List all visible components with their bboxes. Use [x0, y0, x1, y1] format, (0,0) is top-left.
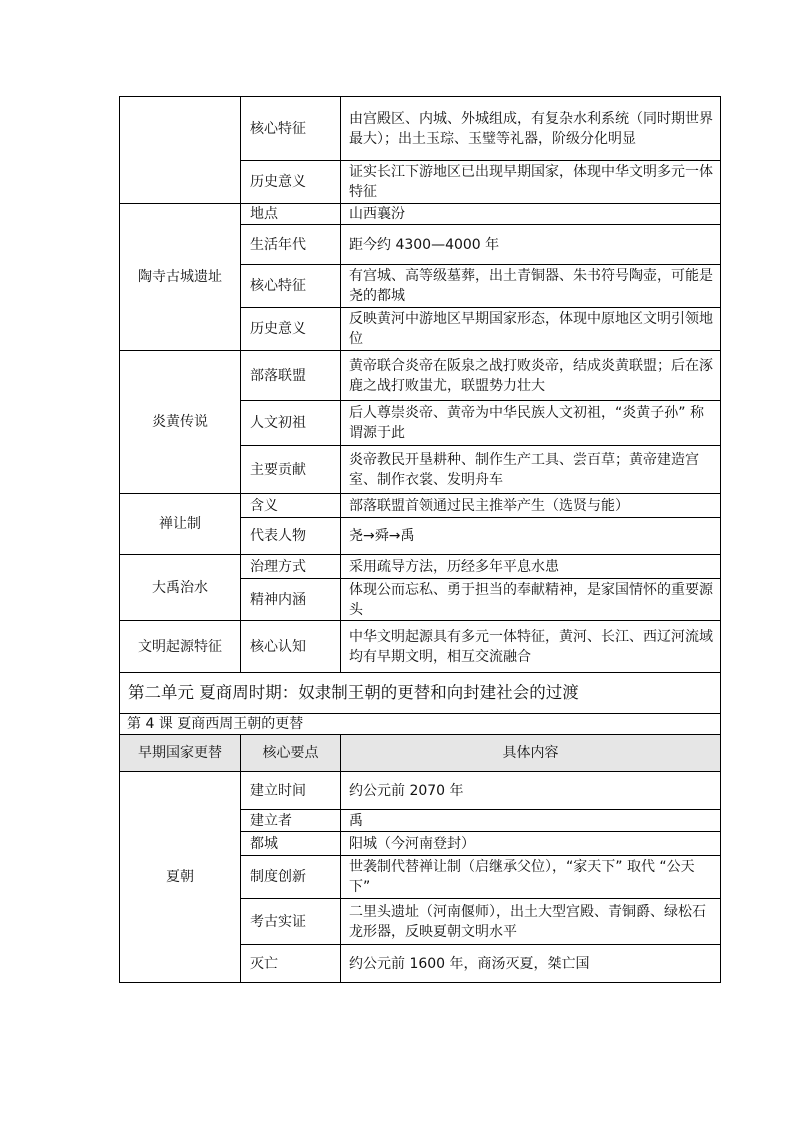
- key-point-cell: 核心特征: [241, 265, 341, 308]
- content-cell: 后人尊崇炎帝、黄帝为中华民族人文初祖，“炎黄子孙” 称谓源于此: [341, 401, 721, 446]
- key-point-cell: 制度创新: [241, 856, 341, 899]
- content-cell: 约公元前 2070 年: [341, 772, 721, 810]
- content-cell: 二里头遗址（河南偃师），出土大型宫殿、青铜爵、绿松石龙形器，反映夏朝文明水平: [341, 899, 721, 945]
- content-cell: 阳城（今河南登封）: [341, 832, 721, 856]
- lesson-heading-row: [120, 714, 721, 735]
- content-cell: 炎帝教民开垦耕种、制作生产工具、尝百草；黄帝建造宫室、制作衣裳、发明舟车: [341, 446, 721, 494]
- key-point-cell: 人文初祖: [241, 401, 341, 446]
- content-cell: 中华文明起源具有多元一体特征，黄河、长江、西辽河流域均有早期文明，相互交流融合: [341, 621, 721, 673]
- key-point-cell: 生活年代: [241, 225, 341, 265]
- category-cell: 炎黄传说: [120, 351, 241, 494]
- key-point-cell: 建立者: [241, 810, 341, 832]
- key-point-cell: 治理方式: [241, 555, 341, 579]
- content-cell: 有宫城、高等级墓葬，出土青铜器、朱书符号陶壶，可能是尧的都城: [341, 265, 721, 308]
- column-header: 早期国家更替: [120, 735, 241, 772]
- content-cell: 尧→舜→禹: [341, 518, 721, 555]
- key-point-cell: 都城: [241, 832, 341, 856]
- key-point-cell: 含义: [241, 494, 341, 518]
- table-header-row: [120, 735, 721, 772]
- category-cell: 文明起源特征: [120, 621, 241, 673]
- document-table-area: [119, 96, 720, 983]
- lesson-title: 第 4 课 夏商西周王朝的更替: [120, 714, 721, 735]
- content-cell: 山西襄汾: [341, 204, 721, 225]
- content-cell: 约公元前 1600 年，商汤灭夏，桀亡国: [341, 945, 721, 983]
- content-cell: 反映黄河中游地区早期国家形态，体现中原地区文明引领地位: [341, 308, 721, 351]
- content-cell: 采用疏导方法，历经多年平息水患: [341, 555, 721, 579]
- key-point-cell: 核心认知: [241, 621, 341, 673]
- content-cell: 距今约 4300—4000 年: [341, 225, 721, 265]
- content-cell: 由宫殿区、内城、外城组成，有复杂水利系统（同时期世界最大）；出土玉琮、玉璧等礼器，阶级分化明显: [341, 97, 721, 161]
- key-point-cell: 核心特征: [241, 97, 341, 161]
- key-point-cell: 精神内涵: [241, 579, 341, 621]
- category-cell: 大禹治水: [120, 555, 241, 621]
- table-row: [120, 772, 721, 810]
- key-point-cell: 历史意义: [241, 161, 341, 204]
- table-row: [120, 204, 721, 225]
- content-cell: 证实长江下游地区已出现早期国家，体现中华文明多元一体特征: [341, 161, 721, 204]
- key-point-cell: 灭亡: [241, 945, 341, 983]
- key-point-cell: 代表人物: [241, 518, 341, 555]
- table-row: [120, 97, 721, 161]
- content-cell: 黄帝联合炎帝在阪泉之战打败炎帝，结成炎黄联盟；后在涿鹿之战打败蚩尤，联盟势力壮大: [341, 351, 721, 401]
- column-header: 核心要点: [241, 735, 341, 772]
- content-cell: 体现公而忘私、勇于担当的奉献精神，是家国情怀的重要源头: [341, 579, 721, 621]
- content-cell: 部落联盟首领通过民主推举产生（选贤与能）: [341, 494, 721, 518]
- unit-title: 第二单元 夏商周时期：奴隶制王朝的更替和向封建社会的过渡: [120, 673, 721, 714]
- category-cell: 陶寺古城遗址: [120, 204, 241, 351]
- key-point-cell: 建立时间: [241, 772, 341, 810]
- table-row: [120, 621, 721, 673]
- category-cell: [120, 97, 241, 204]
- key-point-cell: 地点: [241, 204, 341, 225]
- column-header: 具体内容: [341, 735, 721, 772]
- content-cell: 世袭制代替禅让制（启继承父位），“家天下” 取代 “公天下”: [341, 856, 721, 899]
- history-notes-table: [119, 96, 721, 983]
- key-point-cell: 考古实证: [241, 899, 341, 945]
- key-point-cell: 主要贡献: [241, 446, 341, 494]
- content-cell: 禹: [341, 810, 721, 832]
- table-row: [120, 555, 721, 579]
- unit-heading-row: [120, 673, 721, 714]
- key-point-cell: 部落联盟: [241, 351, 341, 401]
- category-cell: 禅让制: [120, 494, 241, 555]
- table-row: [120, 494, 721, 518]
- key-point-cell: 历史意义: [241, 308, 341, 351]
- category-cell: 夏朝: [120, 772, 241, 983]
- table-row: [120, 351, 721, 401]
